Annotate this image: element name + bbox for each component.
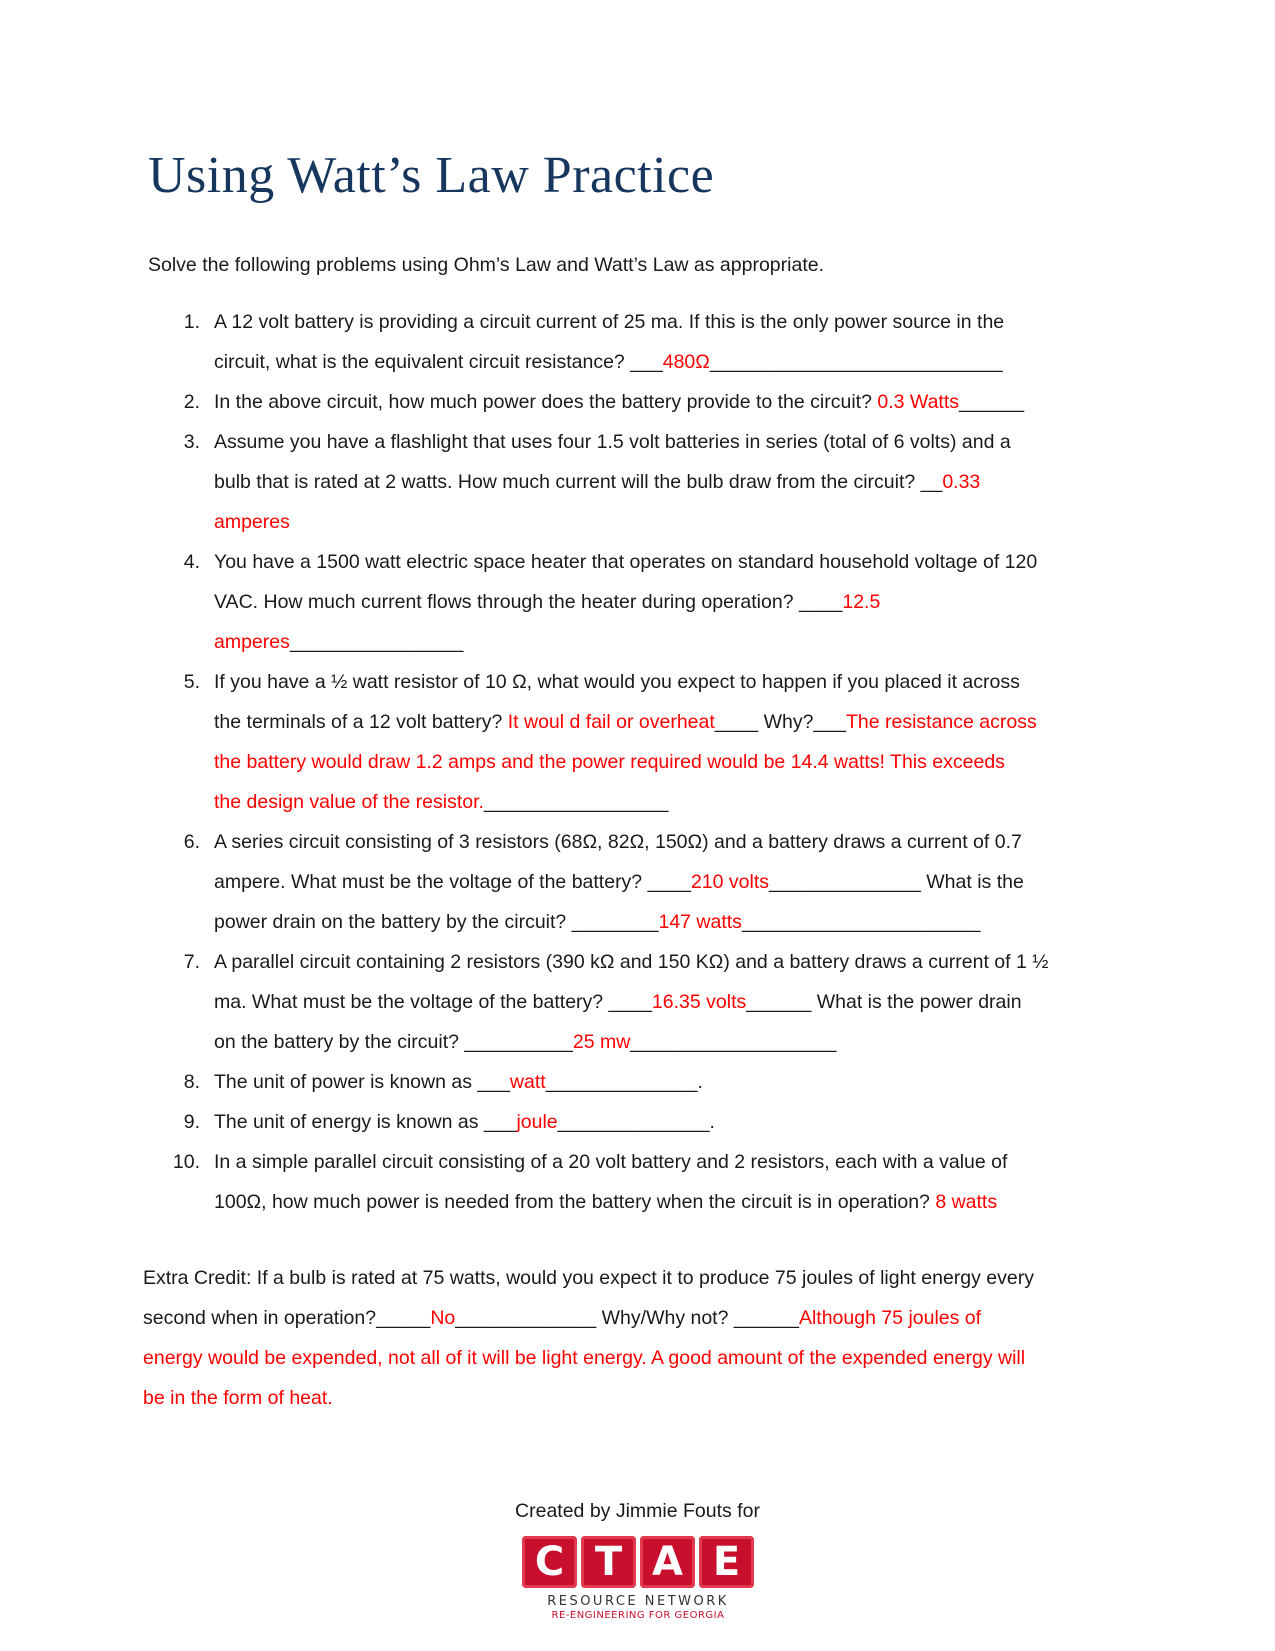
page-title: Using Watt’s Law Practice xyxy=(148,147,715,204)
question-number: 7. xyxy=(183,951,200,973)
instructions: Solve the following problems using Ohm’s Law and Watt’s Law as appropriate. xyxy=(148,254,824,276)
question-text: ______ xyxy=(959,391,1025,413)
text-line xyxy=(143,1266,1034,1290)
answer-text: 8 watts xyxy=(935,1191,998,1213)
text-line xyxy=(214,1030,836,1054)
question-text: ma. What must be the voltage of the battery? ____ xyxy=(214,991,652,1013)
text-line xyxy=(214,1070,703,1094)
question-text: You have a 1500 watt electric space heater that operates on standard household voltage of 120 xyxy=(214,551,1038,573)
question-text: ________________ xyxy=(289,631,464,653)
question-text: ____ Why?___ xyxy=(714,711,846,733)
question-text: ______________. xyxy=(557,1111,715,1133)
text-line xyxy=(214,710,1037,734)
answer-text: 12.5 xyxy=(842,591,881,613)
question-text: ______________. xyxy=(545,1071,703,1093)
question-text: circuit, what is the equivalent circuit resistance? ___ xyxy=(214,351,663,373)
answer-text: 480Ω xyxy=(662,351,710,373)
question-text: ___________________________ xyxy=(709,351,1003,373)
text-line xyxy=(214,350,1003,374)
text-line xyxy=(214,510,290,534)
answer-text: No xyxy=(430,1307,456,1329)
answer-text: amperes xyxy=(214,511,290,533)
question-text: second when in operation?_____ xyxy=(143,1307,431,1329)
question-text: bulb that is rated at 2 watts. How much current will the bulb draw from the circuit? __ xyxy=(214,471,943,493)
logo-letter: A xyxy=(640,1536,695,1588)
question-number: 10. xyxy=(172,1151,200,1173)
text-line xyxy=(214,830,1022,854)
answer-text: Although 75 joules of xyxy=(798,1307,982,1329)
answer-text: be in the form of heat. xyxy=(143,1387,333,1409)
answer-text: joule xyxy=(516,1111,558,1133)
question-text: ampere. What must be the voltage of the battery? ____ xyxy=(214,871,691,893)
question-text: In the above circuit, how much power does the battery provide to the circuit? xyxy=(214,391,878,413)
question-text: power drain on the battery by the circuit? ________ xyxy=(214,911,659,933)
text-line xyxy=(214,990,1022,1014)
question-text: _________________ xyxy=(483,791,669,813)
question-number: 3. xyxy=(183,431,200,453)
question-text: on the battery by the circuit? __________ xyxy=(214,1031,573,1053)
ctae-logo xyxy=(522,1536,754,1621)
question-text: ______________ What is the xyxy=(769,871,1024,893)
question-number: 6. xyxy=(183,831,200,853)
question-text: ______ What is the power drain xyxy=(746,991,1022,1013)
logo-tagline-2: RE-ENGINEERING FOR GEORGIA xyxy=(551,1610,725,1621)
question-number: 8. xyxy=(183,1071,200,1093)
question-number: 2. xyxy=(183,391,200,413)
text-line xyxy=(214,590,880,614)
text-line xyxy=(214,870,1024,894)
text-line xyxy=(214,310,1004,334)
question-text: _____________ Why/Why not? ______ xyxy=(455,1307,799,1329)
text-line xyxy=(214,390,1024,414)
text-line xyxy=(143,1386,333,1410)
question-text: VAC. How much current flows through the heater during operation? ____ xyxy=(214,591,843,613)
text-line xyxy=(143,1306,981,1330)
question-text: 100Ω, how much power is needed from the battery when the circuit is in operation? xyxy=(214,1191,936,1213)
logo-letters xyxy=(522,1536,754,1588)
answer-text: amperes xyxy=(214,631,290,653)
text-line xyxy=(214,550,1037,574)
text-line xyxy=(214,790,668,814)
answer-text: 0.3 Watts xyxy=(877,391,959,413)
question-text: Extra Credit: If a bulb is rated at 75 watts, would you expect it to produce 75 joules of light energy every xyxy=(143,1267,1034,1289)
answer-text: the battery would draw 1.2 amps and the power required would be 14.4 watts! This exceeds xyxy=(214,751,1005,773)
text-line xyxy=(214,630,463,654)
question-text: In a simple parallel circuit consisting of a 20 volt battery and 2 resistors, each with a value of xyxy=(214,1151,1008,1173)
logo-tagline-1: RESOURCE NETWORK xyxy=(547,1594,729,1609)
credit-line: Created by Jimmie Fouts for xyxy=(515,1500,760,1522)
answer-text: 210 volts xyxy=(690,871,770,893)
text-line xyxy=(214,430,1011,454)
question-text: If you have a ½ watt resistor of 10 Ω, what would you expect to happen if you placed it across xyxy=(214,671,1020,693)
answer-text: the design value of the resistor. xyxy=(214,791,484,813)
text-line xyxy=(214,1110,715,1134)
question-text: A series circuit consisting of 3 resistors (68Ω, 82Ω, 150Ω) and a battery draws a current of 0.7 xyxy=(214,831,1022,853)
question-number: 1. xyxy=(183,311,200,333)
question-number: 4. xyxy=(183,551,200,573)
answer-text: energy would be expended, not all of it will be light energy. A good amount of the expended energy will xyxy=(143,1347,1026,1369)
answer-text: 147 watts xyxy=(658,911,742,933)
logo-letter: E xyxy=(699,1536,754,1588)
question-text: The unit of energy is known as ___ xyxy=(214,1111,517,1133)
text-line xyxy=(214,750,1005,774)
text-line xyxy=(214,1150,1007,1174)
question-text: A parallel circuit containing 2 resistors (390 kΩ and 150 KΩ) and a battery draws a current of 1 ½ xyxy=(214,951,1049,973)
answer-text: watt xyxy=(509,1071,546,1093)
question-text: A 12 volt battery is providing a circuit current of 25 ma. If this is the only power source in the xyxy=(214,311,1005,333)
text-line xyxy=(214,910,981,934)
text-line xyxy=(214,470,980,494)
answer-text: 16.35 volts xyxy=(651,991,747,1013)
text-line xyxy=(214,670,1020,694)
question-text: Assume you have a flashlight that uses four 1.5 volt batteries in series (total of 6 volts) and a xyxy=(214,431,1011,453)
question-text: ___________________ xyxy=(630,1031,837,1053)
text-line xyxy=(214,1190,997,1214)
question-text: The unit of power is known as ___ xyxy=(214,1071,510,1093)
answer-text: The resistance across xyxy=(845,711,1037,733)
text-line xyxy=(214,950,1049,974)
logo-letter: T xyxy=(581,1536,636,1588)
answer-text: 25 mw xyxy=(572,1031,631,1053)
question-number: 5. xyxy=(183,671,200,693)
question-text: the terminals of a 12 volt battery? xyxy=(214,711,508,733)
logo-letter: C xyxy=(522,1536,577,1588)
question-text: ______________________ xyxy=(741,911,981,933)
answer-text: It woul d fail or overheat xyxy=(507,711,715,733)
answer-text: 0.33 xyxy=(942,471,981,493)
text-line xyxy=(143,1346,1025,1370)
question-number: 9. xyxy=(183,1111,200,1133)
